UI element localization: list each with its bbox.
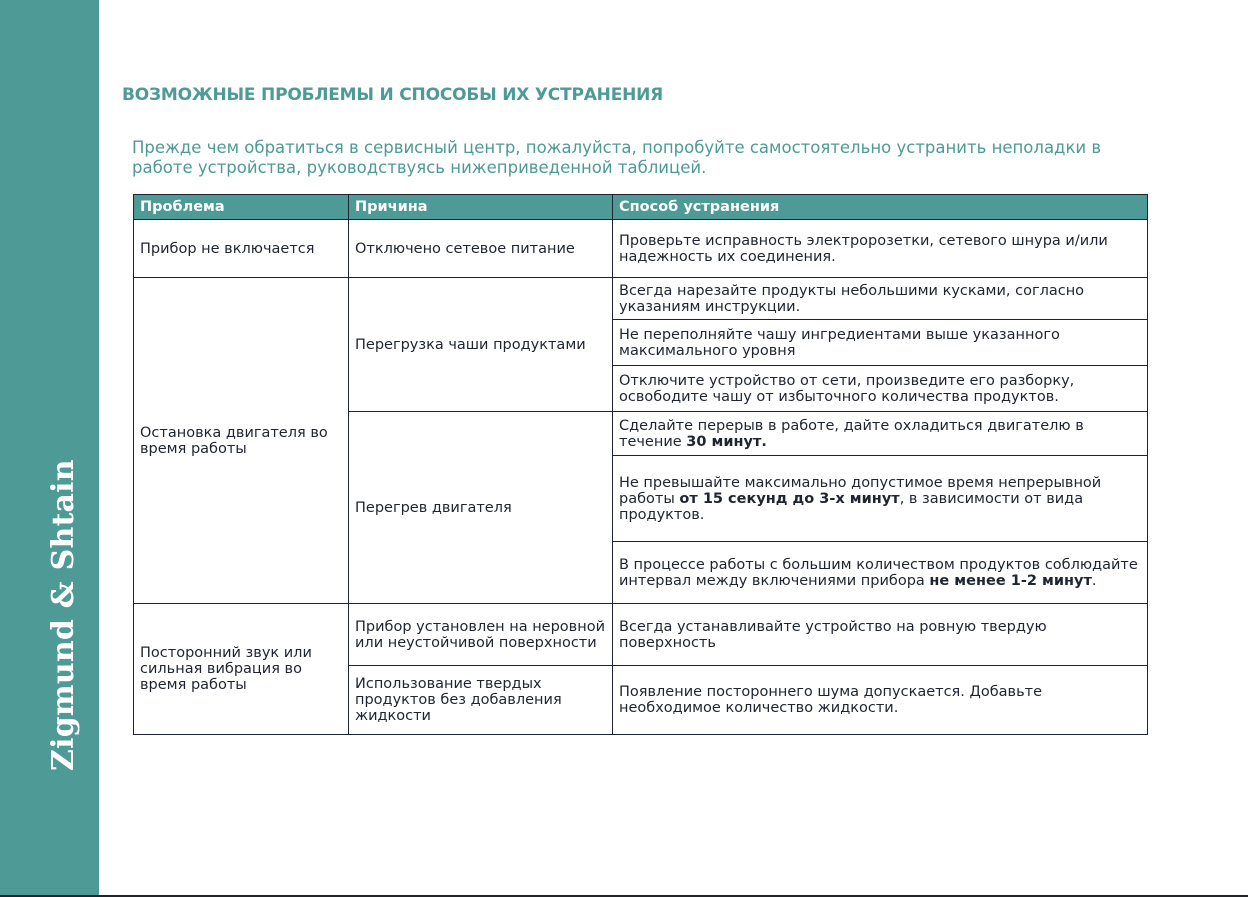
solution-emphasis: от 15 секунд до 3-х минут	[679, 490, 900, 507]
problem-cell: Прибор не включается	[134, 220, 349, 278]
troubleshooting-table	[133, 194, 1148, 735]
solution-cell	[613, 412, 1148, 456]
intro-text: Прежде чем обратиться в сервисный центр, пожалуйста, попробуйте самостоятельно устранить неполадки в работе устройства, руководствуясь нижеприведенной таблицей.	[132, 138, 1102, 177]
solution-text: , в зависимости от вида продуктов.	[619, 490, 1084, 523]
solution-cell: Всегда нарезайте продукты небольшими кусками, согласно указаниям инструкции.	[613, 278, 1148, 320]
header-cause: Причина	[349, 195, 613, 220]
solution-emphasis: не менее 1-2 минут	[929, 572, 1092, 589]
table-row	[134, 278, 1148, 320]
cause-cell: Прибор установлен на неровной или неустойчивой поверхности	[349, 604, 613, 666]
page-title: ВОЗМОЖНЫЕ ПРОБЛЕМЫ И СПОСОБЫ ИХ УСТРАНЕНИЯ	[122, 85, 664, 105]
solution-text: .	[1091, 572, 1097, 589]
sidebar	[0, 0, 99, 895]
cause-cell: Перегрузка чаши продуктами	[349, 278, 613, 412]
solution-cell: Отключите устройство от сети, произведите его разборку, освободите чашу от избыточного количества продуктов.	[613, 366, 1148, 412]
solution-cell	[613, 542, 1148, 604]
cause-cell: Использование твердых продуктов без добавления жидкости	[349, 666, 613, 735]
table-row	[134, 220, 1148, 278]
cause-cell: Отключено сетевое питание	[349, 220, 613, 278]
solution-text: Не превышайте максимально допустимое время непрерывной работы	[619, 474, 1102, 507]
solution-text: Сделайте перерыв в работе, дайте охладиться двигателю в течение	[619, 417, 1084, 450]
header-problem: Проблема	[134, 195, 349, 220]
solution-cell	[613, 456, 1148, 542]
problem-cell: Посторонний звук или сильная вибрация во время работы	[134, 604, 349, 735]
solution-cell: Всегда устанавливайте устройство на ровную твердую поверхность	[613, 604, 1148, 666]
solution-cell: Появление постороннего шума допускается. Добавьте необходимое количество жидкости.	[613, 666, 1148, 735]
problem-cell: Остановка двигателя во время работы	[134, 278, 349, 604]
brand-logo: Zigmund & Shtain	[46, 459, 81, 771]
solution-cell: Проверьте исправность электророзетки, сетевого шнура и/или надежность их соединения.	[613, 220, 1148, 278]
cause-cell: Перегрев двигателя	[349, 412, 613, 604]
solution-cell: Не переполняйте чашу ингредиентами выше указанного максимального уровня	[613, 320, 1148, 366]
table-header-row	[134, 195, 1148, 220]
header-solution: Способ устранения	[613, 195, 1148, 220]
table-row	[134, 604, 1148, 666]
solution-emphasis: 30 минут.	[686, 433, 767, 450]
solution-text: В процессе работы с большим количеством продуктов соблюдайте интервал между включениями прибора	[619, 556, 1138, 589]
